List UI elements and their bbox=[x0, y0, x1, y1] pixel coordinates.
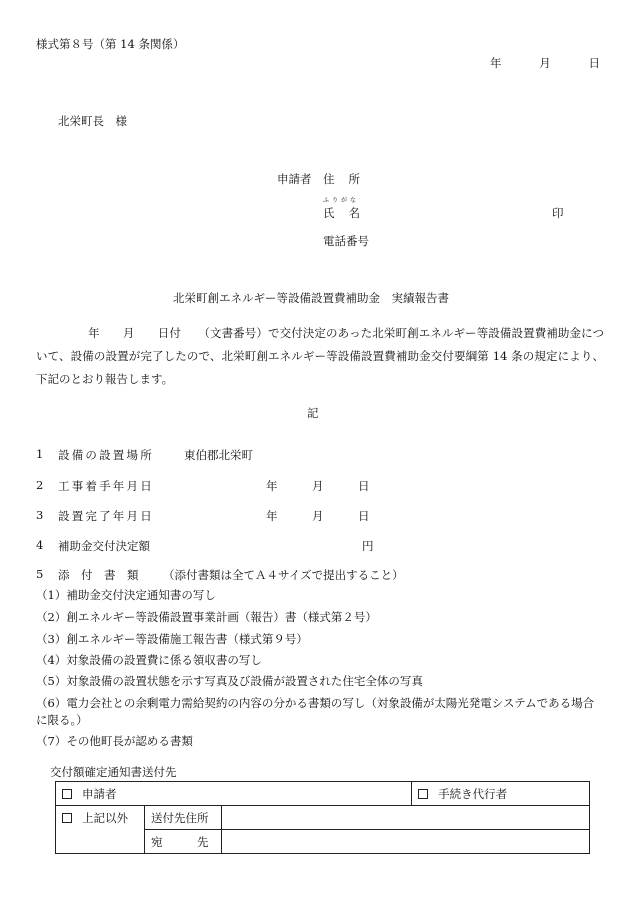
form-number: 様式第８号（第 14 条関係） bbox=[36, 37, 185, 51]
recipient-input-cell[interactable] bbox=[222, 830, 590, 854]
body-text: で交付決定のあった北栄町創エネルギー等設備設置費補助金について、設備の設置が完了したので、北栄町創エネルギー等設備設置費補助金交付要綱第 14 条の規定により、下記のとおり報告します。 bbox=[36, 326, 604, 386]
item-number: 2 bbox=[36, 478, 44, 492]
document-title: 北栄町創エネルギー等設備設置費補助金 実績報告書 bbox=[173, 291, 449, 305]
address-label-cell: 送付先住所 bbox=[145, 806, 222, 830]
attachment-2: （2）創エネルギー等設備設置事業計画（報告）書（様式第２号） bbox=[36, 610, 377, 624]
option-applicant-cell[interactable] bbox=[56, 782, 412, 806]
item-number: 5 bbox=[36, 567, 44, 581]
item-value: 東伯郡北栄町 bbox=[184, 448, 253, 462]
attachment-4: （4）対象設備の設置費に係る領収書の写し bbox=[36, 653, 262, 667]
attachment-3: （3）創エネルギー等設備施工報告書（様式第９号） bbox=[36, 632, 308, 646]
date-month-label: 月 bbox=[539, 56, 551, 70]
seal-mark: 印 bbox=[552, 206, 564, 220]
destination-caption: 交付額確定通知書送付先 bbox=[50, 765, 177, 779]
item-label: 補助金交付決定額 bbox=[58, 539, 150, 553]
item-number: 4 bbox=[36, 538, 44, 552]
option-agent-label: 手続き代行者 bbox=[438, 786, 508, 801]
checkbox-icon[interactable] bbox=[62, 813, 72, 823]
option-agent-cell[interactable] bbox=[412, 782, 590, 806]
option-other-label: 上記以外 bbox=[82, 811, 128, 825]
ki-heading: 記 bbox=[307, 406, 319, 420]
address-label: 住所 bbox=[323, 172, 374, 186]
date-day-label: 日 bbox=[588, 56, 600, 70]
attachment-7: （7）その他町長が認める書類 bbox=[36, 734, 193, 748]
item-value: （添付書類は全てＡ４サイズで提出すること） bbox=[163, 568, 404, 582]
applicant-label: 申請者 bbox=[277, 172, 312, 186]
item-label: 添 付 書 類 bbox=[58, 568, 139, 582]
attachment-5: （5）対象設備の設置状態を示す写真及び設備が設置された住宅全体の写真 bbox=[36, 674, 423, 688]
item-value: 円 bbox=[362, 539, 374, 553]
item-value: 年 月 日 bbox=[266, 479, 370, 493]
recipient-label-cell: 宛 先 bbox=[145, 830, 222, 854]
item-label: 設備の設置場所 bbox=[58, 448, 154, 462]
name-furigana: ふりがな bbox=[323, 197, 360, 204]
addressee: 北栄町長 様 bbox=[58, 114, 127, 128]
report-date bbox=[490, 55, 600, 71]
item-number: 3 bbox=[36, 508, 44, 522]
destination-table bbox=[55, 781, 590, 854]
item-label: 設置完了年月日 bbox=[58, 509, 154, 523]
date-year-label: 年 bbox=[490, 56, 502, 70]
item-number: 1 bbox=[36, 447, 44, 461]
attachment-6-text: （6）電力会社との余剰電力需給契約の内容の分かる書類の写し（対象設備が太陽光発電システムである場合に限る。） bbox=[36, 696, 595, 727]
address-input-cell[interactable] bbox=[222, 806, 590, 830]
phone-label: 電話番号 bbox=[323, 234, 369, 248]
item-label: 工事着手年月日 bbox=[58, 479, 154, 493]
checkbox-icon[interactable] bbox=[418, 789, 428, 799]
name-label: 氏名 bbox=[323, 206, 374, 220]
option-other-cell[interactable] bbox=[56, 806, 145, 854]
attachment-1: （1）補助金交付決定通知書の写し bbox=[36, 588, 216, 602]
body-date-prefix: 年 月 日付 （文書番号） bbox=[88, 326, 268, 340]
checkbox-icon[interactable] bbox=[62, 789, 72, 799]
report-body bbox=[36, 322, 604, 391]
attachment-6 bbox=[36, 695, 604, 729]
item-value: 年 月 日 bbox=[266, 509, 370, 523]
option-applicant-label: 申請者 bbox=[82, 786, 117, 801]
